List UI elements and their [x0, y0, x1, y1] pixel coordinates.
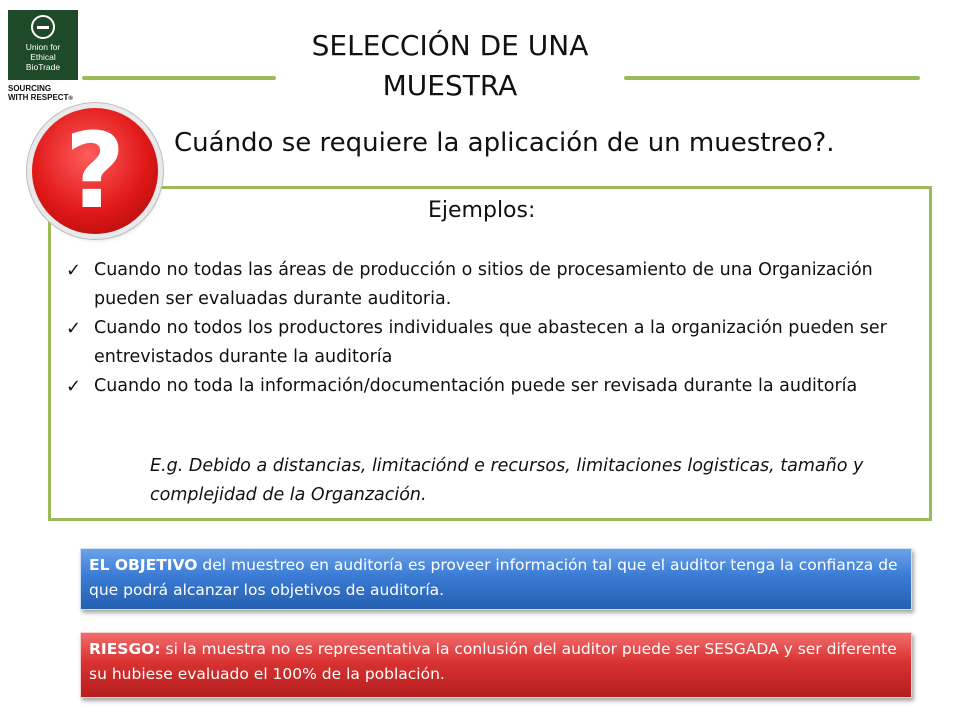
title-rule-right: [624, 76, 920, 80]
objective-callout: [80, 548, 912, 610]
logo-tagline: [8, 84, 82, 104]
logo-line-3: BioTrade: [25, 62, 61, 72]
checkmark-icon: ✓: [66, 318, 82, 339]
examples-title: Ejemplos:: [428, 198, 536, 223]
logo-text: [8, 42, 78, 72]
logo-tagline-1: SOURCING: [8, 84, 52, 93]
question-heading: Cuándo se requiere la aplicación de un muestreo?.: [174, 128, 835, 158]
list-item: [60, 372, 922, 401]
logo-line-1: Union for: [25, 42, 61, 52]
title-rule-left: [82, 76, 276, 80]
list-item: [60, 314, 922, 372]
objective-lead: EL OBJETIVO: [89, 556, 198, 574]
list-item-text: Cuando no todas las áreas de producción o sitios de procesamiento de una Organización pueden ser evaluadas durante auditoria.: [94, 260, 873, 309]
checkmark-icon: ✓: [66, 260, 82, 281]
logo-badge: [8, 10, 78, 80]
logo-tagline-2: WITH RESPECT: [8, 93, 69, 102]
slide-title-line-2: MUESTRA: [382, 69, 518, 102]
risk-lead: RIESGO:: [89, 640, 161, 658]
union-ethical-biotrade-logo: [8, 10, 82, 102]
list-item-text: Cuando no toda la información/documentación puede ser revisada durante la auditoría: [94, 376, 858, 396]
logo-mark-icon: [31, 15, 55, 39]
examples-list: [60, 256, 922, 401]
risk-text: si la muestra no es representativa la conlusión del auditor puede ser SESGADA y ser diferente su hubiese evaluado el 100% de la población.: [89, 640, 897, 683]
example-note: E.g. Debido a distancias, limitaciónd e recursos, limitaciones logisticas, tamaño y complejidad de la Organzación.: [150, 456, 864, 505]
slide-title-line-1: SELECCIÓN DE UNA: [311, 29, 589, 62]
slide-title: [280, 26, 620, 106]
logo-line-2: Ethical: [30, 52, 56, 62]
question-mark-icon: ?: [32, 108, 158, 234]
risk-callout: [80, 632, 912, 698]
checkmark-icon: ✓: [66, 376, 82, 397]
objective-text: del muestreo en auditoría es proveer información tal que el auditor tenga la confianza de que podrá alcanzar los objetivos de auditoría.: [89, 556, 898, 599]
logo-registered-mark: ®: [68, 96, 73, 102]
list-item-text: Cuando no todos los productores individuales que abastecen a la organización pueden ser entrevistados durante la auditoría: [94, 318, 887, 367]
list-item: [60, 256, 922, 314]
